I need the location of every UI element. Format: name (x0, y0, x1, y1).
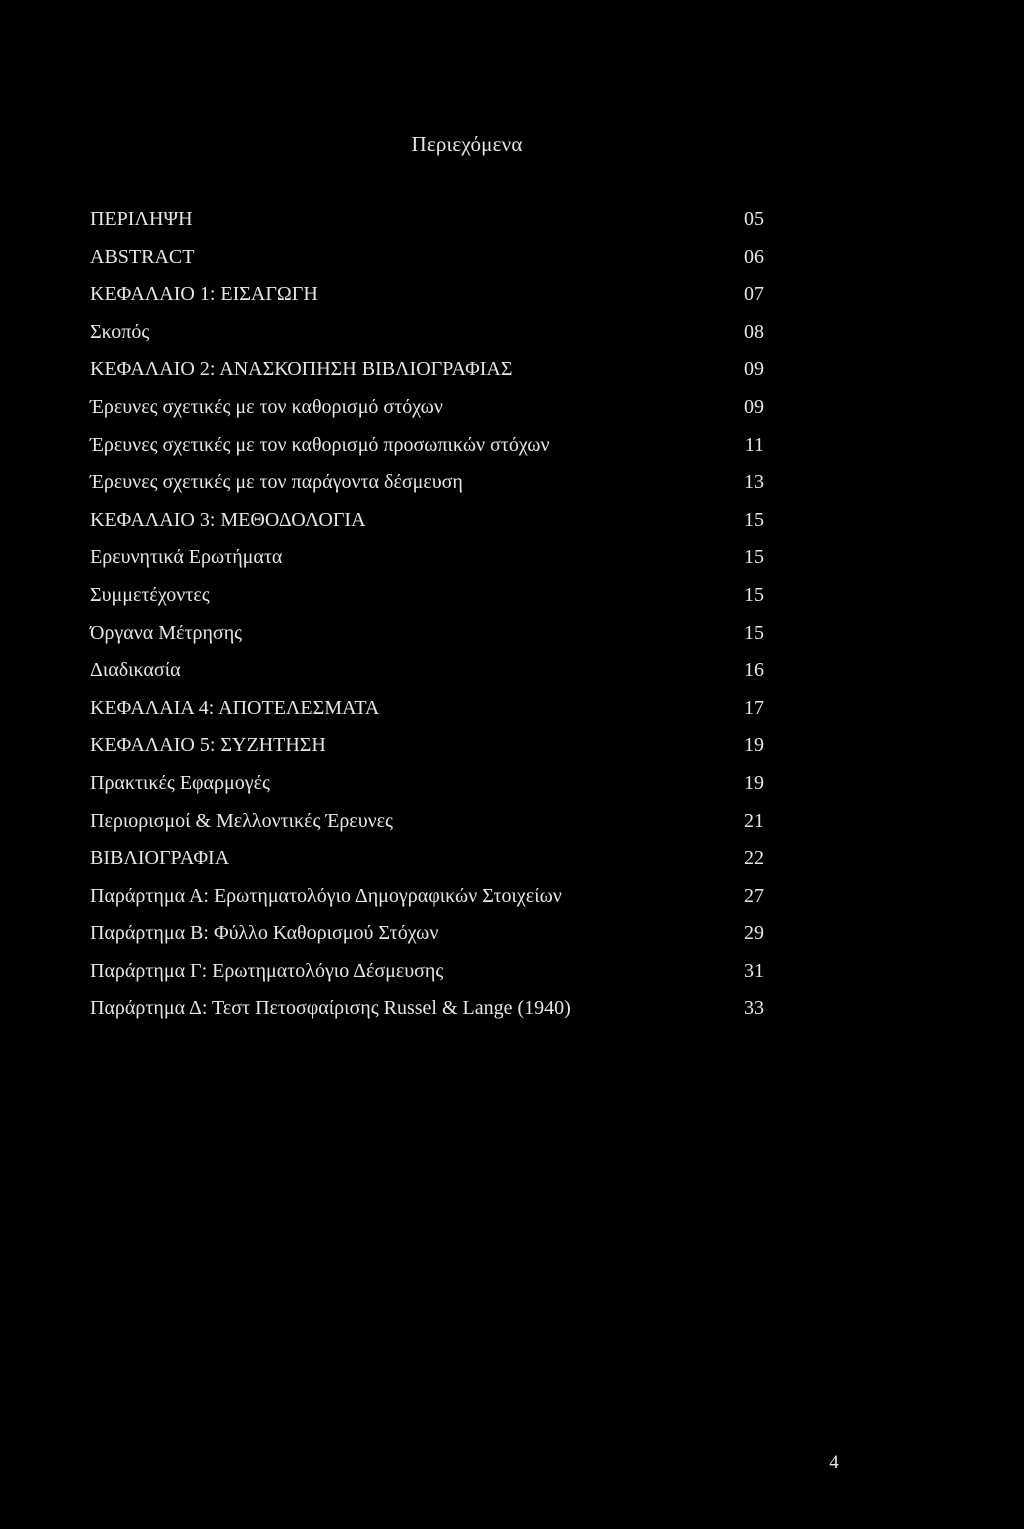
toc-page: 15 (744, 546, 764, 569)
toc-page: 22 (744, 847, 764, 870)
toc-row (90, 432, 764, 470)
toc-label: Πρακτικές Εφαρμογές (90, 771, 270, 794)
toc-page: 21 (744, 809, 764, 832)
toc-row (90, 920, 764, 958)
toc-page: 06 (744, 245, 764, 268)
toc-page: 27 (744, 884, 764, 907)
toc-label: Ερευνητικά Ερωτήματα (90, 546, 283, 569)
toc-label: Περιορισμοί & Μελλοντικές Έρευνες (90, 809, 393, 832)
toc-label: Έρευνες σχετικές με τον παράγοντα δέσμευση (90, 471, 463, 494)
toc-label: Συμμετέχοντες (90, 583, 210, 606)
toc-row (90, 995, 764, 1033)
toc-label: ΚΕΦΑΛΑΙΟ 3: ΜΕΘΟΔΟΛΟΓΙΑ (90, 508, 366, 531)
toc-label: ΚΕΦΑΛΑΙΑ 4: ΑΠΟΤΕΛΕΣΜΑΤΑ (90, 696, 380, 719)
toc-row (90, 319, 764, 357)
toc-page: 11 (744, 433, 764, 456)
toc-label: Όργανα Μέτρησης (90, 621, 243, 644)
toc-page: 33 (744, 997, 764, 1020)
toc-page: 13 (744, 471, 764, 494)
toc-page: 07 (744, 283, 764, 306)
toc-page: 19 (744, 771, 764, 794)
toc-label: Σκοπός (90, 320, 150, 343)
toc-row (90, 883, 764, 921)
toc-row (90, 845, 764, 883)
toc-label: ΚΕΦΑΛΑΙΟ 5: ΣΥΖΗΤΗΣΗ (90, 734, 326, 757)
toc-label: ΒΙΒΛΙΟΓΡΑΦΙΑ (90, 847, 230, 870)
toc-label: Έρευνες σχετικές με τον καθορισμό προσωπικών στόχων (90, 433, 550, 456)
toc-row (90, 469, 764, 507)
table-of-contents (90, 206, 764, 1033)
toc-page: 16 (744, 659, 764, 682)
toc-label: ΠΕΡΙΛΗΨΗ (90, 208, 193, 230)
toc-label: Έρευνες σχετικές με τον καθορισμό στόχων (90, 395, 443, 418)
toc-row (90, 544, 764, 582)
toc-row (90, 394, 764, 432)
toc-label: ABSTRACT (90, 245, 195, 268)
toc-row (90, 695, 764, 733)
toc-label: Παράρτημα Γ: Ερωτηματολόγιο Δέσμευσης (90, 959, 444, 982)
toc-row (90, 356, 764, 394)
toc-label: Παράρτημα Δ: Τεστ Πετοσφαίρισης Russel & Lange (1940) (90, 997, 571, 1020)
page-title: Περιεχόμενα (411, 132, 523, 156)
toc-page: 08 (744, 320, 764, 343)
toc-page: 09 (744, 358, 764, 381)
toc-row (90, 582, 764, 620)
toc-row (90, 507, 764, 545)
toc-row (90, 657, 764, 695)
toc-row (90, 958, 764, 996)
toc-page: 17 (744, 696, 764, 719)
toc-row (90, 620, 764, 658)
toc-page: 15 (744, 508, 764, 531)
toc-page: 09 (744, 395, 764, 418)
toc-row (90, 770, 764, 808)
toc-page: 19 (744, 734, 764, 757)
page-number: 4 (829, 1452, 839, 1473)
toc-row (90, 244, 764, 282)
toc-page: 31 (744, 959, 764, 982)
toc-label: Διαδικασία (90, 659, 181, 682)
toc-page: 29 (744, 922, 764, 945)
toc-label: Παράρτημα Α: Ερωτηματολόγιο Δημογραφικών Στοιχείων (90, 884, 562, 907)
toc-row (90, 732, 764, 770)
toc-page: 05 (744, 208, 764, 230)
toc-label: Παράρτημα Β: Φύλλο Καθορισμού Στόχων (90, 922, 439, 945)
toc-row (90, 281, 764, 319)
toc-row (90, 206, 764, 244)
toc-page: 15 (744, 583, 764, 606)
toc-label: ΚΕΦΑΛΑΙΟ 1: ΕΙΣΑΓΩΓΗ (90, 283, 318, 306)
toc-label: ΚΕΦΑΛΑΙΟ 2: ΑΝΑΣΚΟΠΗΣΗ ΒΙΒΛΙΟΓΡΑΦΙΑΣ (90, 358, 513, 381)
toc-row (90, 808, 764, 846)
toc-page: 15 (744, 621, 764, 644)
